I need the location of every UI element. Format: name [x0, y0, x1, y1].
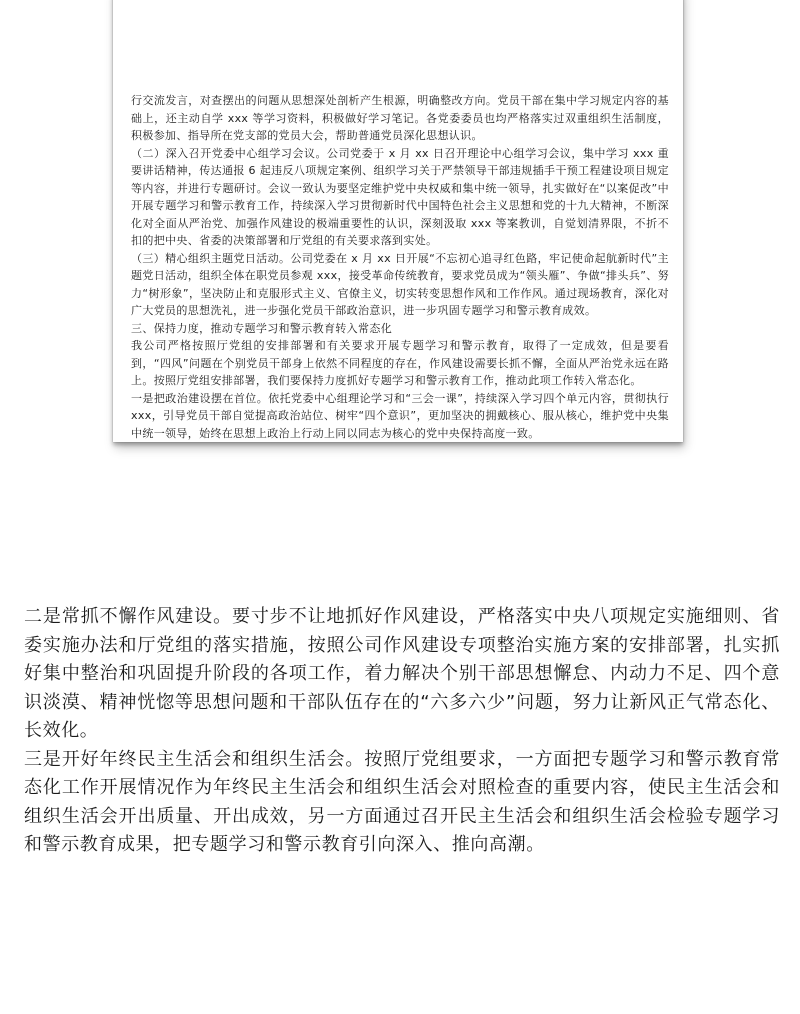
- document-paragraph: （三）精心组织主题党日活动。公司党委在 x 月 xx 日开展“不忘初心追寻红色路，牢记使命起航新时代”主题党日活动，组织全体在职党员参观 xxx，接受革命传统教育，要求党员成为“领头雁”、争做“排头兵”、努力“树形象”，坚决防止和克服形式主义、官僚主义，切实转变思想作风和工作作风。通过现场教育，深化对广大党员的思想洗礼，进一步强化党员干部政治意识，进一步巩固专题学习和警示教育成效。: [131, 251, 669, 317]
- document-paragraph: （二）深入召开党委中心组学习会议。公司党委于 x 月 xx 日召开理论中心组学习会议，集中学习 xxx 重要讲话精神，传达通报 6 起违反八项规定案例、组织学习关于严禁领导干部违规插手干预工程建设项目规定等内容，并进行专题研讨。会议一致认为要坚定维护党中央权威和集中统一领导，扎实做好在“以案促改”中开展专题学习和警示教育工作，持续深入学习贯彻新时代中国特色社会主义思想和党的十九大精神，不断深化对全面从严治党、加强作风建设的极端重要性的认识，深刻汲取 xxx 等案教训，自觉划清界限，不折不扣的把中央、省委的决策部署和厅党组的有关要求落到实处。: [131, 146, 669, 247]
- body-text: [24, 603, 780, 860]
- document-section-heading: 三、保持力度，推动专题学习和警示教育转入常态化: [131, 321, 393, 335]
- document-page-image: [113, 0, 683, 442]
- document-page-text: [131, 92, 669, 442]
- document-paragraph: 一是把政治建设摆在首位。依托党委中心组理论学习和“三会一课”，持续深入学习四个单元内容，贯彻执行 xxx，引导党员干部自觉提高政治站位、树牢“四个意识”，更加坚决的拥戴核心、服从核心，维护党中央集中统一领导，始终在思想上政治上行动上同以同志为核心的党中央保持高度一致。: [131, 391, 669, 440]
- body-paragraph: 二是常抓不懈作风建设。要寸步不让地抓好作风建设，严格落实中央八项规定实施细则、省委实施办法和厅党组的落实措施，按照公司作风建设专项整治实施方案的安排部署，扎实抓好集中整治和巩固提升阶段的各项工作，着力解决个别干部思想懈怠、内动力不足、四个意识淡漠、精神恍惚等思想问题和干部队伍存在的“六多六少”问题，努力让新风正气常态化、长效化。: [24, 606, 780, 741]
- body-paragraph: 三是开好年终民主生活会和组织生活会。按照厅党组要求，一方面把专题学习和警示教育常态化工作开展情况作为年终民主生活会和组织生活会对照检查的重要内容，使民主生活会和组织生活会开出质量、开出成效，另一方面通过召开民主生活会和组织生活会检验专题学习和警示教育成果，把专题学习和警示教育引向深入、推向高潮。: [24, 748, 780, 855]
- document-paragraph: 行交流发言，对查摆出的问题从思想深处剖析产生根源，明确整改方向。党员干部在集中学习规定内容的基础上，还主动自学 xxx 等学习资料，积极做好学习笔记。各党委委员也均严格落实过双重组织生活制度，积极参加、指导所在党支部的党员大会，帮助普通党员深化思想认识。: [131, 94, 669, 142]
- document-paragraph: 我公司严格按照厅党组的安排部署和有关要求开展专题学习和警示教育，取得了一定成效，但是要看到，“四风”问题在个别党员干部身上依然不同程度的存在，作风建设需要长抓不懈，全面从严治党永远在路上。按照厅党组安排部署，我们要保持力度抓好专题学习和警示教育工作，推动此项工作转入常态化。: [131, 339, 669, 387]
